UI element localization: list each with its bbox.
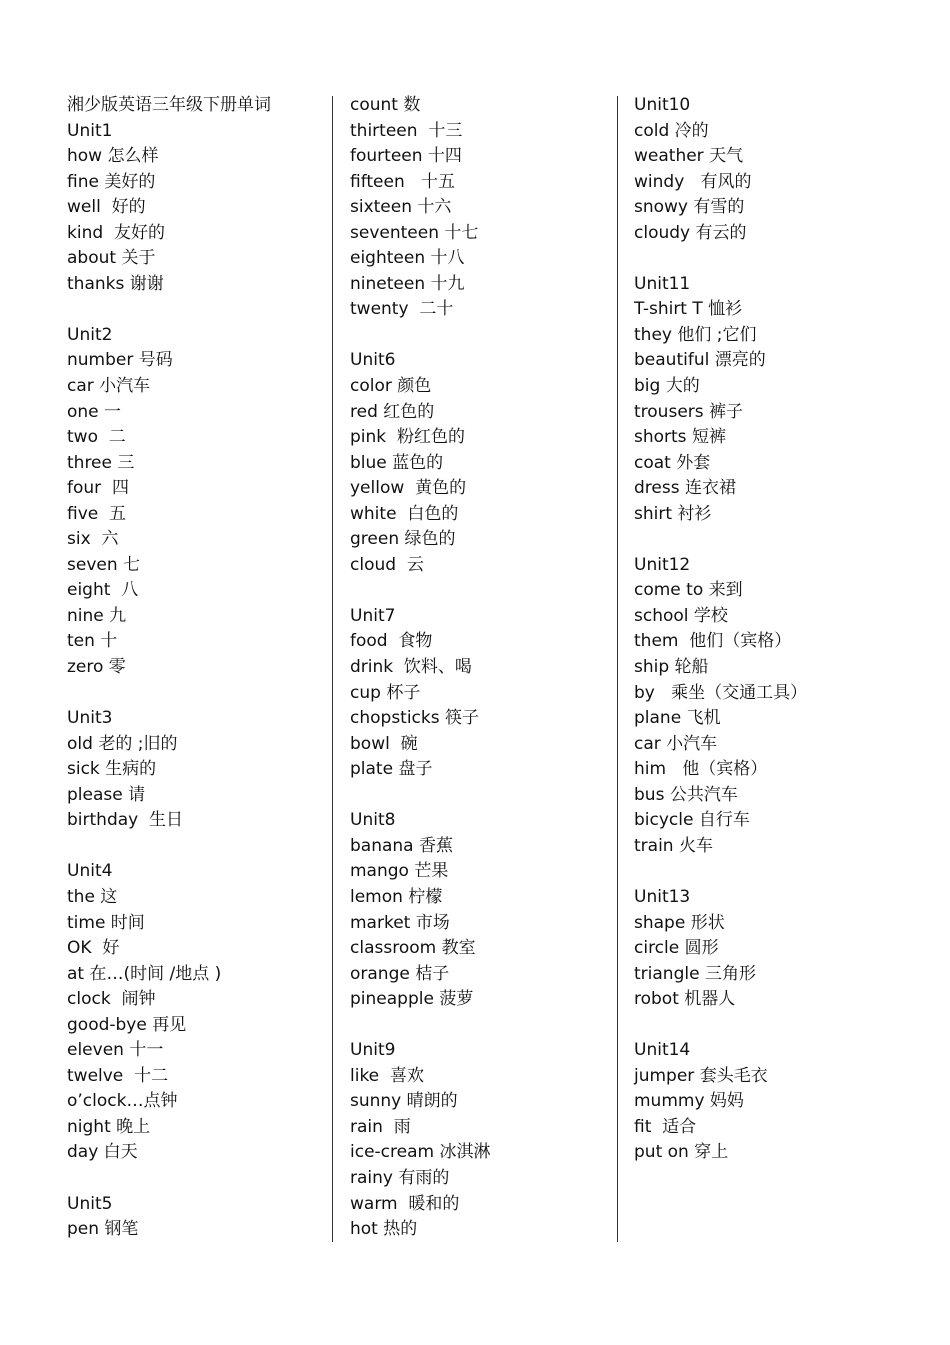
vocab-entry: rainy 有雨的 — [350, 1167, 450, 1188]
blank-line — [634, 527, 894, 553]
vocab-entry: chopsticks 筷子 — [350, 708, 480, 729]
vocab-entry: mango 芒果 — [350, 861, 449, 882]
vocab-entry: sixteen 十六 — [350, 197, 452, 218]
vocab-entry: cup 杯子 — [350, 682, 421, 703]
vocab-entry: ten 十 — [67, 631, 118, 652]
vocab-entry: clock 闹钟 — [67, 989, 156, 1010]
vocab-entry: blue 蓝色的 — [350, 452, 444, 473]
unit-heading: Unit3 — [67, 708, 113, 729]
vocab-entry: mummy 妈妈 — [634, 1091, 744, 1112]
vocab-entry: nineteen 十九 — [350, 273, 465, 294]
blank-line — [350, 783, 610, 809]
vocab-entry: ice-cream 冰淇淋 — [350, 1142, 491, 1163]
column-divider — [332, 96, 333, 1242]
vocab-entry: lemon 柠檬 — [350, 886, 443, 907]
vocab-entry: him 他（宾格） — [634, 759, 768, 780]
vocab-entry: good-bye 再见 — [67, 1014, 187, 1035]
vocab-entry: pen 钢笔 — [67, 1219, 139, 1240]
vocab-entry: banana 香蕉 — [350, 835, 453, 856]
vocab-entry: shorts 短裤 — [634, 427, 726, 448]
vocab-entry: count 数 — [350, 95, 421, 115]
vocab-entry: time 时间 — [67, 912, 145, 933]
vocab-entry: T-shirt T 恤衫 — [634, 299, 743, 320]
vocab-entry: at 在…(时间 /地点 ) — [67, 963, 222, 984]
vocab-entry: bus 公共汽车 — [634, 784, 738, 805]
vocab-entry: well 好的 — [67, 197, 146, 218]
vocab-entry: thirteen 十三 — [350, 120, 463, 141]
unit-heading: Unit14 — [634, 1040, 691, 1061]
vocab-entry: o’clock…点钟 — [67, 1091, 178, 1112]
vocab-entry: snowy 有雪的 — [634, 197, 745, 218]
unit-heading: Unit5 — [67, 1193, 113, 1214]
vocab-entry: day 白天 — [67, 1142, 138, 1163]
vocab-entry: twelve 十二 — [67, 1065, 169, 1086]
vocab-entry: fine 美好的 — [67, 171, 156, 192]
vocab-entry: six 六 — [67, 529, 119, 550]
vocab-column-2 — [350, 93, 610, 1243]
vocab-entry: pink 粉红色的 — [350, 427, 465, 448]
blank-line — [634, 246, 894, 272]
vocab-entry: the 这 — [67, 886, 118, 907]
vocab-entry: come to 来到 — [634, 580, 743, 601]
vocab-entry: number 号码 — [67, 350, 173, 371]
blank-line — [67, 834, 327, 860]
unit-heading: Unit4 — [67, 861, 113, 882]
vocab-entry: like 喜欢 — [350, 1065, 424, 1086]
vocab-entry: plane 飞机 — [634, 708, 721, 729]
vocab-entry: big 大的 — [634, 376, 700, 397]
vocab-entry: twenty 二十 — [350, 299, 454, 320]
vocab-entry: red 红色的 — [350, 401, 435, 422]
vocab-entry: old 老的 ;旧的 — [67, 733, 178, 754]
vocab-entry: put on 穿上 — [634, 1142, 729, 1163]
vocab-entry: how 怎么样 — [67, 146, 159, 167]
vocab-column-3 — [634, 93, 894, 1166]
vocab-entry: seventeen 十七 — [350, 222, 479, 243]
vocab-entry: food 食物 — [350, 631, 433, 652]
vocab-entry: fifteen 十五 — [350, 171, 455, 192]
vocab-entry: shirt 衬衫 — [634, 503, 712, 524]
vocab-entry: fit 适合 — [634, 1116, 697, 1137]
vocab-entry: eighteen 十八 — [350, 248, 465, 269]
vocab-entry: car 小汽车 — [67, 376, 151, 397]
blank-line — [67, 1166, 327, 1192]
vocab-entry: seven 七 — [67, 554, 141, 575]
vocab-entry: sick 生病的 — [67, 759, 157, 780]
vocab-entry: windy 有风的 — [634, 171, 752, 192]
vocab-entry: eight 八 — [67, 580, 139, 601]
vocab-entry: thanks 谢谢 — [67, 273, 164, 294]
vocab-entry: please 请 — [67, 784, 146, 805]
vocab-entry: white 白色的 — [350, 503, 459, 524]
vocab-entry: cloud 云 — [350, 554, 424, 575]
vocab-entry: dress 连衣裙 — [634, 478, 736, 499]
vocab-entry: train 火车 — [634, 835, 713, 856]
vocab-entry: sunny 晴朗的 — [350, 1091, 458, 1112]
unit-heading: Unit8 — [350, 810, 396, 831]
vocab-entry: yellow 黄色的 — [350, 478, 467, 499]
vocab-entry: ship 轮船 — [634, 657, 709, 678]
vocab-entry: jumper 套头毛衣 — [634, 1065, 768, 1086]
vocab-entry: kind 友好的 — [67, 222, 165, 243]
vocab-entry: bicycle 自行车 — [634, 810, 750, 831]
vocab-entry: pineapple 菠萝 — [350, 989, 474, 1010]
vocab-entry: drink 饮料、喝 — [350, 657, 472, 678]
vocab-entry: green 绿色的 — [350, 529, 456, 550]
vocab-entry: birthday 生日 — [67, 810, 184, 831]
unit-heading: Unit9 — [350, 1040, 396, 1061]
vocab-entry: cold 冷的 — [634, 120, 709, 141]
vocab-entry: car 小汽车 — [634, 733, 718, 754]
vocab-entry: hot 热的 — [350, 1219, 418, 1240]
vocab-entry: by 乘坐（交通工具） — [634, 682, 808, 703]
vocab-entry: nine 九 — [67, 605, 127, 626]
vocab-entry: trousers 裤子 — [634, 401, 744, 422]
vocab-entry: bowl 碗 — [350, 733, 418, 754]
vocab-entry: warm 暖和的 — [350, 1193, 460, 1214]
vocab-entry: four 四 — [67, 478, 129, 499]
unit-heading: Unit10 — [634, 95, 691, 115]
vocab-entry: orange 桔子 — [350, 963, 450, 984]
blank-line — [67, 297, 327, 323]
vocab-entry: school 学校 — [634, 605, 728, 626]
vocab-entry: OK 好 — [67, 938, 120, 959]
vocab-entry: fourteen 十四 — [350, 146, 462, 167]
unit-heading: Unit6 — [350, 350, 396, 371]
page-title: 湘少版英语三年级下册单词 — [67, 95, 271, 115]
vocab-entry: cloudy 有云的 — [634, 222, 747, 243]
vocab-entry: two 二 — [67, 427, 126, 448]
vocab-entry: market 市场 — [350, 912, 450, 933]
vocab-entry: about 关于 — [67, 248, 156, 269]
vocab-entry: beautiful 漂亮的 — [634, 350, 766, 371]
unit-heading: Unit12 — [634, 554, 691, 575]
unit-heading: Unit7 — [350, 605, 396, 626]
vocab-entry: zero 零 — [67, 657, 126, 678]
blank-line — [350, 1013, 610, 1039]
vocab-entry: color 颜色 — [350, 376, 432, 397]
vocab-entry: five 五 — [67, 503, 127, 524]
vocab-entry: classroom 教室 — [350, 938, 476, 959]
vocab-column-1 — [67, 93, 327, 1243]
blank-line — [350, 578, 610, 604]
unit-heading: Unit2 — [67, 324, 113, 345]
vocab-entry: three 三 — [67, 452, 135, 473]
vocab-entry: rain 雨 — [350, 1116, 411, 1137]
vocab-entry: eleven 十一 — [67, 1040, 164, 1061]
unit-heading: Unit1 — [67, 120, 113, 141]
vocab-entry: robot 机器人 — [634, 989, 736, 1010]
vocab-entry: them 他们（宾格） — [634, 631, 792, 652]
unit-heading: Unit13 — [634, 886, 691, 907]
unit-heading: Unit11 — [634, 273, 691, 294]
vocab-entry: plate 盘子 — [350, 759, 433, 780]
vocab-entry: weather 天气 — [634, 146, 744, 167]
vocab-entry: one 一 — [67, 401, 122, 422]
vocab-entry: coat 外套 — [634, 452, 711, 473]
column-divider — [617, 96, 618, 1242]
blank-line — [634, 1013, 894, 1039]
blank-line — [67, 681, 327, 707]
vocab-entry: they 他们 ;它们 — [634, 324, 757, 345]
vocab-entry: shape 形状 — [634, 912, 725, 933]
blank-line — [350, 323, 610, 349]
vocab-entry: circle 圆形 — [634, 938, 719, 959]
blank-line — [634, 859, 894, 885]
vocab-entry: triangle 三角形 — [634, 963, 756, 984]
vocab-entry: night 晚上 — [67, 1116, 151, 1137]
